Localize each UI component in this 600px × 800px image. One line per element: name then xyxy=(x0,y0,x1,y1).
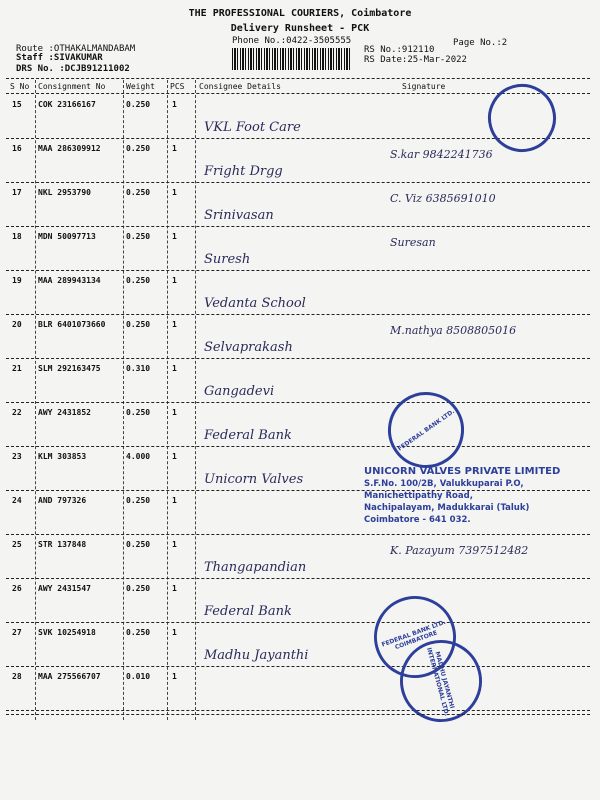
row-consignee: Federal Bank xyxy=(204,428,292,443)
row-weight: 4.000 xyxy=(126,452,151,461)
row-consignee: Fright Drgg xyxy=(204,164,283,179)
row-weight: 0.250 xyxy=(126,408,151,417)
col-signature: Signature xyxy=(402,82,446,91)
row-weight: 0.250 xyxy=(126,584,151,593)
row-sno: 18 xyxy=(12,232,22,241)
col-pcs: PCS xyxy=(170,82,185,91)
row-consignment: MAA 286309912 xyxy=(38,144,101,153)
row-weight: 0.250 xyxy=(126,628,151,637)
row-consignment: AWY 2431852 xyxy=(38,408,91,417)
divider xyxy=(167,80,168,720)
row-pcs: 1 xyxy=(172,408,177,417)
row-consignment: MAA 275566707 xyxy=(38,672,101,681)
unicorn-stamp-line2: Manichettipathy Road, xyxy=(364,491,473,501)
federal-bank-stamp-text: FEDERAL BANK LTD. xyxy=(396,407,456,453)
row-rule xyxy=(6,182,590,183)
row-sno: 15 xyxy=(12,100,22,109)
row-consignee: Suresh xyxy=(204,252,251,267)
row-rule xyxy=(6,622,590,623)
row-signature: M.nathya 8508805016 xyxy=(390,324,517,337)
row-sno: 26 xyxy=(12,584,22,593)
row-weight: 0.250 xyxy=(126,144,151,153)
row-weight: 0.250 xyxy=(126,276,151,285)
row-weight: 0.250 xyxy=(126,100,151,109)
row-signature: C. Viz 6385691010 xyxy=(390,192,496,205)
row-sno: 27 xyxy=(12,628,22,637)
row-consignee: Federal Bank xyxy=(204,604,292,619)
rs-number: RS No.:912110 xyxy=(364,45,435,55)
row-rule xyxy=(6,314,590,315)
row-consignment: COK 23166167 xyxy=(38,100,96,109)
barcode xyxy=(232,48,350,70)
row-weight: 0.250 xyxy=(126,188,151,197)
row-rule xyxy=(6,446,590,447)
unicorn-stamp-name: UNICORN VALVES PRIVATE LIMITED xyxy=(364,466,561,477)
row-pcs: 1 xyxy=(172,188,177,197)
row-sno: 21 xyxy=(12,364,22,373)
row-sno: 23 xyxy=(12,452,22,461)
row-sno: 22 xyxy=(12,408,22,417)
row-rule xyxy=(6,666,590,667)
row-pcs: 1 xyxy=(172,672,177,681)
rs-date: RS Date:25-Mar-2022 xyxy=(364,55,467,65)
route: Route :OTHAKALMANDABAM xyxy=(16,44,136,54)
row-sno: 20 xyxy=(12,320,22,329)
row-pcs: 1 xyxy=(172,320,177,329)
row-consignment: BLR 6401073660 xyxy=(38,320,106,329)
row-sno: 28 xyxy=(12,672,22,681)
row-rule xyxy=(6,534,590,535)
row-pcs: 1 xyxy=(172,100,177,109)
row-rule xyxy=(6,578,590,579)
staff: Staff :SIVAKUMAR xyxy=(16,53,103,63)
row-consignee: Selvaprakash xyxy=(204,340,293,355)
row-consignment: KLM 303853 xyxy=(38,452,87,461)
unicorn-stamp-line3: Nachipalayam, Madukkarai (Taluk) xyxy=(364,503,530,513)
row-weight: 0.250 xyxy=(126,496,151,505)
row-pcs: 1 xyxy=(172,276,177,285)
row-weight: 0.250 xyxy=(126,540,151,549)
row-consignment: SLM 292163475 xyxy=(38,364,101,373)
divider xyxy=(123,80,124,720)
row-signature: K. Pazayum 7397512482 xyxy=(390,544,529,557)
row-consignee: Thangapandian xyxy=(204,560,307,575)
row-weight: 0.250 xyxy=(126,320,151,329)
row-sno: 16 xyxy=(12,144,22,153)
runsheet-subtitle: Delivery Runsheet - PCK xyxy=(230,23,370,34)
row-rule xyxy=(6,710,590,711)
row-consignment: SVK 10254918 xyxy=(38,628,96,637)
row-weight: 0.250 xyxy=(126,232,151,241)
row-sno: 24 xyxy=(12,496,22,505)
row-consignment: MAA 289943134 xyxy=(38,276,101,285)
row-rule xyxy=(6,270,590,271)
divider xyxy=(195,80,196,720)
row-consignment: STR 137848 xyxy=(38,540,87,549)
row-pcs: 1 xyxy=(172,144,177,153)
row-pcs: 1 xyxy=(172,540,177,549)
row-signature: S.kar 9842241736 xyxy=(390,148,493,161)
row-pcs: 1 xyxy=(172,452,177,461)
row-rule xyxy=(6,358,590,359)
drs-number: DRS No. :DCJB91211002 xyxy=(16,64,130,74)
row-pcs: 1 xyxy=(172,584,177,593)
unicorn-stamp xyxy=(364,466,560,526)
divider xyxy=(35,80,36,720)
row-weight: 0.010 xyxy=(126,672,151,681)
row-rule xyxy=(6,226,590,227)
row-consignee: Madhu Jayanthi xyxy=(204,648,309,663)
unicorn-stamp-line4: Coimbatore - 641 032. xyxy=(364,515,471,525)
row-consignment: AND 797326 xyxy=(38,496,87,505)
row-pcs: 1 xyxy=(172,496,177,505)
header-rule-top xyxy=(6,78,590,79)
row-pcs: 1 xyxy=(172,232,177,241)
federal-bank-stamp-coimbatore-text: FEDERAL BANK LTD. COIMBATORE xyxy=(380,618,447,652)
row-pcs: 1 xyxy=(172,628,177,637)
col-consignment: Consignment No xyxy=(38,82,106,91)
company-title: THE PROFESSIONAL COURIERS, Coimbatore xyxy=(188,8,412,19)
phone-number: Phone No.:0422-3505555 xyxy=(232,36,352,46)
col-sno: S No xyxy=(10,82,30,91)
unicorn-stamp-line1: S.F.No. 100/2B, Valukkuparai P.O, xyxy=(364,479,524,489)
row-consignment: NKL 2953790 xyxy=(38,188,91,197)
page-number: Page No.:2 xyxy=(453,38,508,48)
row-sno: 17 xyxy=(12,188,22,197)
row-rule xyxy=(6,402,590,403)
row-consignee: Unicorn Valves xyxy=(204,472,304,487)
row-sno: 19 xyxy=(12,276,22,285)
col-weight: Weight xyxy=(126,82,155,91)
row-pcs: 1 xyxy=(172,364,177,373)
madhu-jayanthi-stamp-text: MADHU JAYANTHI INTERNATIONAL LTD. xyxy=(425,646,456,717)
row-consignee: VKL Foot Care xyxy=(204,120,301,135)
round-seal xyxy=(480,76,563,159)
row-signature: Suresan xyxy=(390,236,436,249)
row-consignee: Srinivasan xyxy=(204,208,274,223)
row-consignment: AWY 2431547 xyxy=(38,584,91,593)
row-consignee: Vedanta School xyxy=(204,296,306,311)
row-weight: 0.310 xyxy=(126,364,151,373)
row-consignee: Gangadevi xyxy=(204,384,275,399)
table-rule-end xyxy=(6,714,590,715)
row-sno: 25 xyxy=(12,540,22,549)
row-consignment: MDN 50097713 xyxy=(38,232,96,241)
col-consignee: Consignee Details xyxy=(199,82,281,91)
